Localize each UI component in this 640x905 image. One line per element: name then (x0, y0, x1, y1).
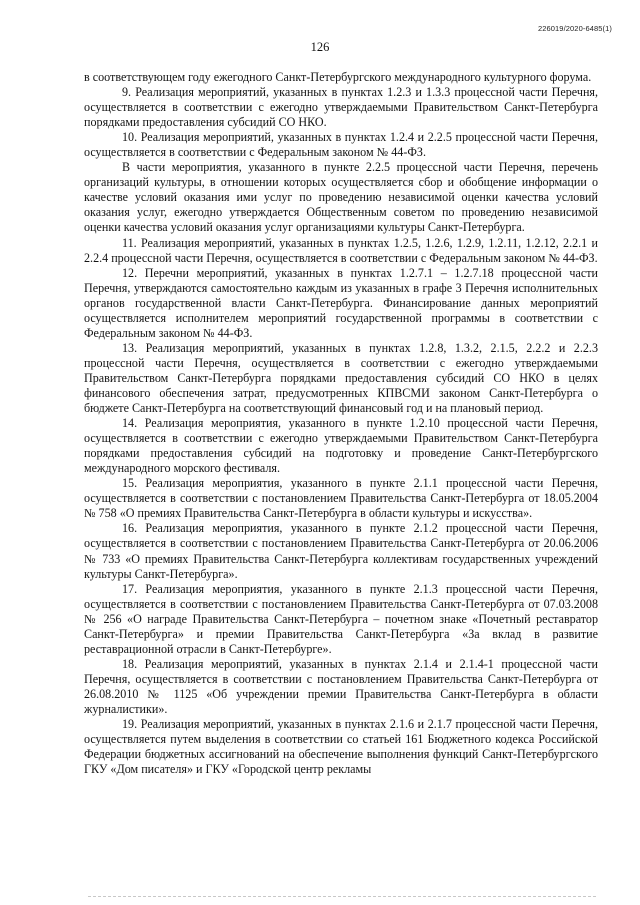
paragraph-12: 12. Перечни мероприятий, указанных в пунктах 1.2.7.1 – 1.2.7.18 процессной части Перечня, утверждаются самостоятельно каждым из указанных в графе 3 Перечня исполнительных органов государственной власти Санкт-Петербурга. Финансирование данных мероприятий осуществляется исполнителем мероприятий государственной программы в соответствии с Федеральным законом № 44-ФЗ. (84, 265, 598, 340)
document-registration-stamp: 226019/2020-6485(1) (537, 24, 612, 33)
document-body (84, 70, 598, 777)
page-number: 126 (310, 40, 330, 54)
paragraph-9: 9. Реализация мероприятий, указанных в пунктах 1.2.3 и 1.3.3 процессной части Перечня, осуществляется в соответствии с ежегодно утверждаемыми Правительством Санкт-Петербурга порядками предоставления субсидий СО НКО. (84, 85, 598, 130)
page-bottom-divider (88, 896, 596, 897)
paragraph-19: 19. Реализация мероприятий, указанных в пунктах 2.1.6 и 2.1.7 процессной части Перечня, осуществляется путем выделения в соответствии со статьей 161 Бюджетного кодекса Российской Федерации бюджетных ассигнований на обеспечение выполнения функций Санкт-Петербургского ГКУ «Дом писателя» и ГКУ «Городской центр рекламы (84, 717, 598, 777)
paragraph-16: 16. Реализация мероприятия, указанного в пункте 2.1.2 процессной части Перечня, осуществляется в соответствии с постановлением Правительства Санкт-Петербурга от 20.06.2006 № 733 «О премиях Правительства Санкт-Петербурга коллективам государственных учреждений культуры Санкт-Петербурга». (84, 521, 598, 581)
paragraph-11: 11. Реализация мероприятий, указанных в пунктах 1.2.5, 1.2.6, 1.2.9, 1.2.11, 1.2.12, 2.2.1 и 2.2.4 процессной части Перечня, осуществляется в соответствии с Федеральным законом № 44-ФЗ. (84, 235, 598, 265)
paragraph-15: 15. Реализация мероприятия, указанного в пункте 2.1.1 процессной части Перечня, осуществляется в соответствии с постановлением Правительства Санкт-Петербурга от 18.05.2004 № 758 «О премиях Правительства Санкт-Петербурга в области культуры и искусства». (84, 476, 598, 521)
paragraph-continuation: в соответствующем году ежегодного Санкт-Петербургского международного культурного форума. (84, 70, 592, 84)
paragraph-14: 14. Реализация мероприятия, указанного в пункте 1.2.10 процессной части Перечня, осуществляется в соответствии с ежегодно утверждаемыми Правительством Санкт-Петербурга порядками предоставления субсидий на подготовку и проведение Санкт-Петербургского международного морского фестиваля. (84, 416, 598, 476)
paragraph-10-note: В части мероприятия, указанного в пункте 2.2.5 процессной части Перечня, перечень организаций культуры, в отношении которых осуществляется сбор и обобщение информации о качестве условий оказания ими услуг по проведению независимой оценки качества условий оказания услуг, ежегодно утверждается Общественным советом по проведению независимой оценки качества условий оказания услуг организациями культуры Санкт-Петербурга. (84, 160, 598, 235)
paragraph-17: 17. Реализация мероприятия, указанного в пункте 2.1.3 процессной части Перечня, осуществляется в соответствии с постановлением Правительства Санкт-Петербурга от 07.03.2008 № 256 «О награде Правительства Санкт-Петербурга – почетном знаке «Почетный реставратор Санкт-Петербурга» и премии Правительства Санкт-Петербурга «За вклад в развитие реставрационной отрасли в Санкт-Петербурге». (84, 581, 598, 656)
paragraph-18: 18. Реализация мероприятий, указанных в пунктах 2.1.4 и 2.1.4-1 процессной части Перечня, осуществляется в соответствии с постановлением Правительства Санкт-Петербурга от 26.08.2010 № 1125 «Об учреждении премии Правительства Санкт-Петербурга в области журналистики». (84, 656, 598, 716)
paragraph-13: 13. Реализация мероприятий, указанных в пунктах 1.2.8, 1.3.2, 2.1.5, 2.2.2 и 2.2.3 процессной части Перечня, осуществляется в соответствии с ежегодно утверждаемыми Правительством Санкт-Петербурга порядками предоставления субсидий СО НКО в целях финансового обеспечения затрат, предусмотренных КПВСМИ законом Санкт-Петербурга о бюджете Санкт-Петербурга на соответствующий финансовый год и на плановый период. (84, 340, 598, 416)
paragraph-10: 10. Реализация мероприятий, указанных в пунктах 1.2.4 и 2.2.5 процессной части Перечня, осуществляется в соответствии с Федеральным законом № 44-ФЗ. (84, 130, 598, 160)
